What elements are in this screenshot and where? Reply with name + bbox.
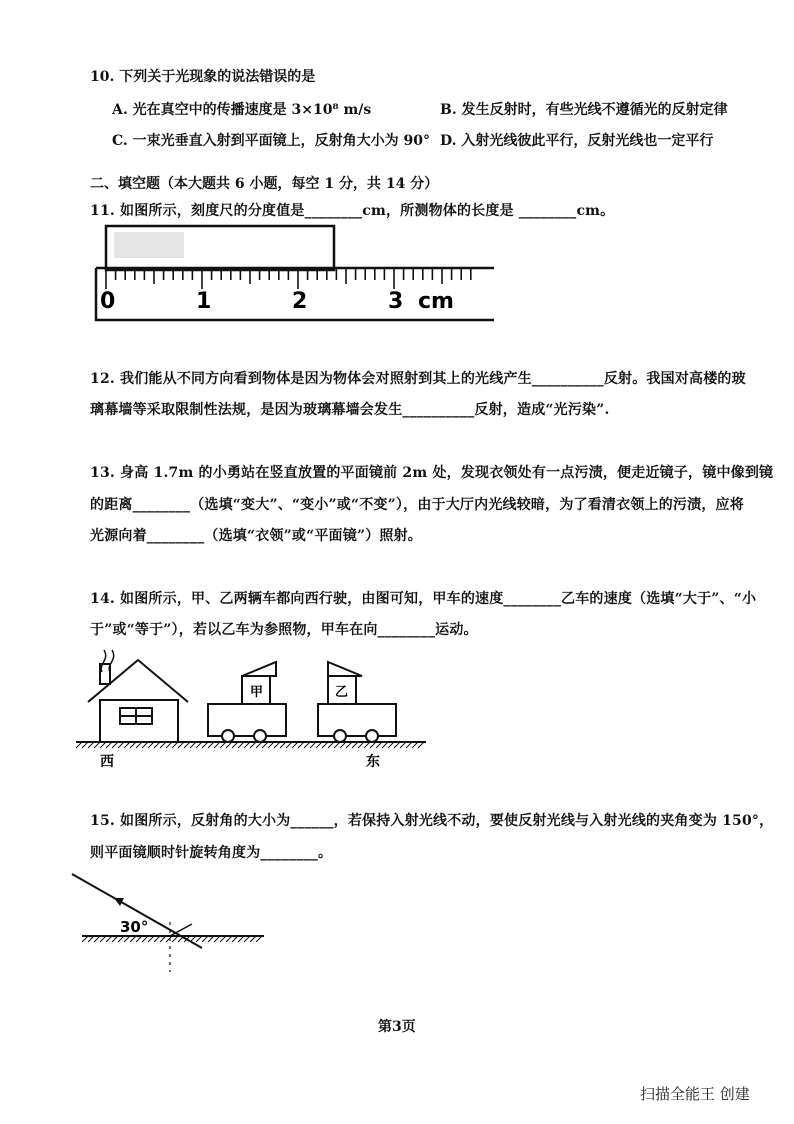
q15-line2: 则平面镜顺时针旋转角度为________。 xyxy=(90,845,333,861)
west-label: 西 xyxy=(100,754,114,770)
ruler-label-0: 0 xyxy=(100,289,116,314)
ruler-label-2: 2 xyxy=(292,289,308,314)
q13-line1: 13. 身高 1.7m 的小勇站在竖直放置的平面镜前 2m 处，发现衣领处有一点污渍，便走近镜子，镜中像到镜 xyxy=(90,465,774,481)
q12-line1: 12. 我们能从不同方向看到物体是因为物体会对照射到其上的光线产生__________反射。我国对高楼的玻 xyxy=(90,371,746,387)
east-label: 东 xyxy=(366,754,380,770)
section-heading: 二、填空题（本大题共 6 小题，每空 1 分，共 14 分） xyxy=(90,176,439,192)
q15-line1: 15. 如图所示，反射角的大小为______，若保持入射光线不动，要使反射光线与入射光线的夹角变为 150°， xyxy=(90,813,774,829)
angle-label: 30° xyxy=(120,918,149,936)
q10-option-d: D. 入射光线彼此平行，反射光线也一定平行 xyxy=(440,133,714,149)
mirror-figure xyxy=(66,866,276,976)
q10-option-b: B. 发生反射时，有些光线不遵循光的反射定律 xyxy=(440,102,728,118)
q10-option-c: C. 一束光垂直入射到平面镜上，反射角大小为 90° xyxy=(112,133,430,149)
q10-option-a: A. 光在真空中的传播速度是 3×10⁸ m/s xyxy=(112,102,372,118)
ruler-label-3: 3 xyxy=(388,289,404,314)
q11-text: 11. 如图所示，刻度尺的分度值是________cm，所测物体的长度是 ________cm。 xyxy=(90,203,615,219)
car-jia xyxy=(208,662,286,742)
house xyxy=(88,660,188,742)
q10-stem: 10. 下列关于光现象的说法错误的是 xyxy=(90,69,316,85)
car-jia-label: 甲 xyxy=(250,685,264,700)
scanner-watermark: 扫描全能王 创建 xyxy=(640,1085,750,1103)
car-yi xyxy=(318,662,396,742)
reflected-ray xyxy=(170,924,192,936)
cars-figure xyxy=(70,642,440,772)
ruler-unit: cm xyxy=(418,289,454,314)
ruler-figure xyxy=(88,222,500,326)
page-number: 第3页 xyxy=(378,1019,416,1035)
q14-line2: 于”或“等于”），若以乙车为参照物，甲车在向________运动。 xyxy=(90,622,478,638)
ruler-label-1: 1 xyxy=(196,289,212,314)
q12-line2: 璃幕墙等采取限制性法规，是因为玻璃幕墙会发生__________反射，造成“光污染”. xyxy=(90,402,610,418)
car-yi-label: 乙 xyxy=(335,685,349,700)
ruler-ticks xyxy=(106,269,471,289)
q13-line3: 光源向着________（选填“衣领”或“平面镜”）照射。 xyxy=(90,528,423,544)
q13-line2: 的距离________（选填“变大”、“变小”或“不变”），由于大厅内光线较暗，为了看清衣领上的污渍，应将 xyxy=(90,497,744,513)
q14-line1: 14. 如图所示，甲、乙两辆车都向西行驶，由图可知，甲车的速度________乙车的速度（选填“大于”、“小 xyxy=(90,591,757,607)
